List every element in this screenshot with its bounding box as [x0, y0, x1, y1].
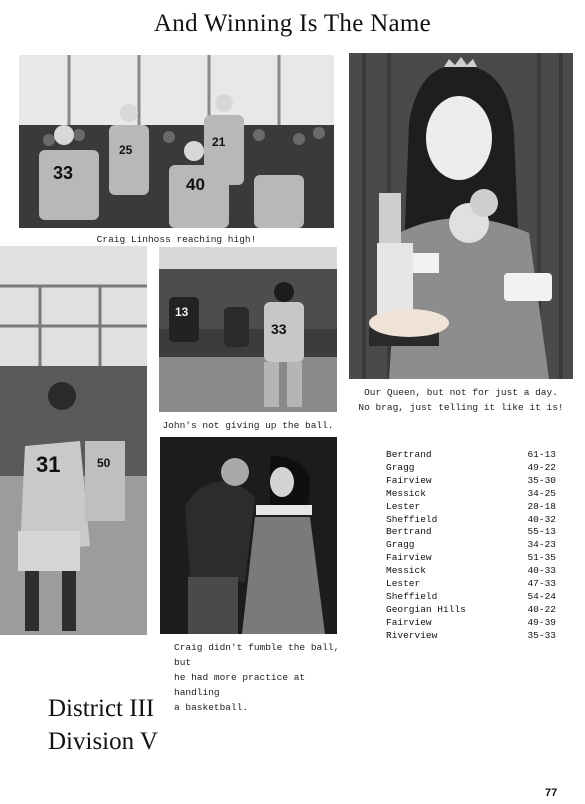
- score-value: 40-32: [527, 513, 556, 525]
- division-line: Division V: [48, 728, 158, 755]
- score-team: Georgian Hills: [386, 603, 466, 615]
- score-value: 35-33: [527, 629, 556, 641]
- score-row: [386, 604, 556, 617]
- score-team: Riverview: [386, 629, 438, 641]
- page-title: And Winning Is The Name: [153, 10, 432, 37]
- score-team: Fairview: [386, 616, 432, 628]
- photo-craig-dance: [160, 437, 337, 634]
- score-team: Gragg: [386, 461, 415, 473]
- score-row: [386, 449, 556, 462]
- score-team: Bertrand: [386, 449, 432, 460]
- jersey-number-33b: 33: [271, 321, 287, 337]
- photo-queen: [349, 53, 573, 379]
- score-value: 49-22: [527, 461, 556, 473]
- score-team: Lester: [386, 578, 421, 590]
- page-number: 77: [545, 787, 558, 799]
- score-row: [386, 488, 556, 501]
- score-value: 40-33: [527, 565, 556, 577]
- jersey-number-33: 33: [53, 163, 74, 183]
- season-scores: [386, 449, 556, 643]
- score-value: 54-24: [527, 590, 556, 602]
- score-row: [386, 552, 556, 565]
- caption-craig-line-3: a basketball.: [174, 702, 249, 713]
- score-value: 40-22: [527, 603, 556, 615]
- jersey-number-31: 31: [36, 452, 61, 477]
- jersey-number-21: 21: [212, 135, 226, 149]
- score-team: Lester: [386, 500, 421, 512]
- caption-craig: [174, 640, 344, 715]
- jersey-number-50: 50: [97, 456, 111, 470]
- score-row: [386, 617, 556, 630]
- score-row: [386, 539, 556, 552]
- score-team: Fairview: [386, 474, 432, 486]
- score-team: Bertrand: [386, 526, 432, 538]
- caption-queen-line-2: No brag, just telling it like it is!: [358, 402, 564, 413]
- caption-queen-line-1: Our Queen, but not for just a day.: [364, 387, 558, 398]
- score-value: 51-35: [527, 552, 556, 564]
- photo-john: [159, 247, 337, 412]
- jersey-number-25: 25: [119, 143, 133, 157]
- score-row: [386, 501, 556, 514]
- score-row: [386, 475, 556, 488]
- score-value: 49-39: [527, 616, 556, 628]
- district-line: District III: [48, 695, 155, 722]
- score-team: Fairview: [386, 552, 432, 564]
- score-value: 34-23: [527, 539, 556, 551]
- caption-queen: [349, 385, 573, 415]
- score-row: [386, 514, 556, 527]
- district-heading: [48, 692, 158, 758]
- caption-john: John's not giving up the ball.: [162, 420, 334, 431]
- score-value: 61-13: [527, 449, 556, 460]
- score-value: 34-25: [527, 487, 556, 499]
- score-value: 28-18: [527, 500, 556, 512]
- score-value: 35-30: [527, 474, 556, 486]
- score-row: [386, 578, 556, 591]
- score-team: Messick: [386, 565, 426, 577]
- score-row: [386, 630, 556, 643]
- caption-linhoss: Craig Linhoss reaching high!: [96, 234, 257, 245]
- caption-craig-line-2: he had more practice at handling: [174, 672, 306, 698]
- jersey-number-40: 40: [186, 175, 205, 194]
- score-row: [386, 526, 556, 539]
- score-team: Sheffield: [386, 590, 438, 602]
- score-team: Sheffield: [386, 513, 438, 525]
- score-team: Messick: [386, 487, 426, 499]
- score-value: 55-13: [527, 526, 556, 538]
- caption-craig-line-1: Craig didn't fumble the ball, but: [174, 642, 340, 668]
- score-value: 47-33: [527, 578, 556, 590]
- jersey-number-13: 13: [175, 305, 189, 319]
- score-row: [386, 565, 556, 578]
- score-team: Gragg: [386, 539, 415, 551]
- score-row: [386, 591, 556, 604]
- photo-player-31: [0, 246, 147, 635]
- photo-linhoss-jump: [19, 55, 334, 228]
- score-row: [386, 462, 556, 475]
